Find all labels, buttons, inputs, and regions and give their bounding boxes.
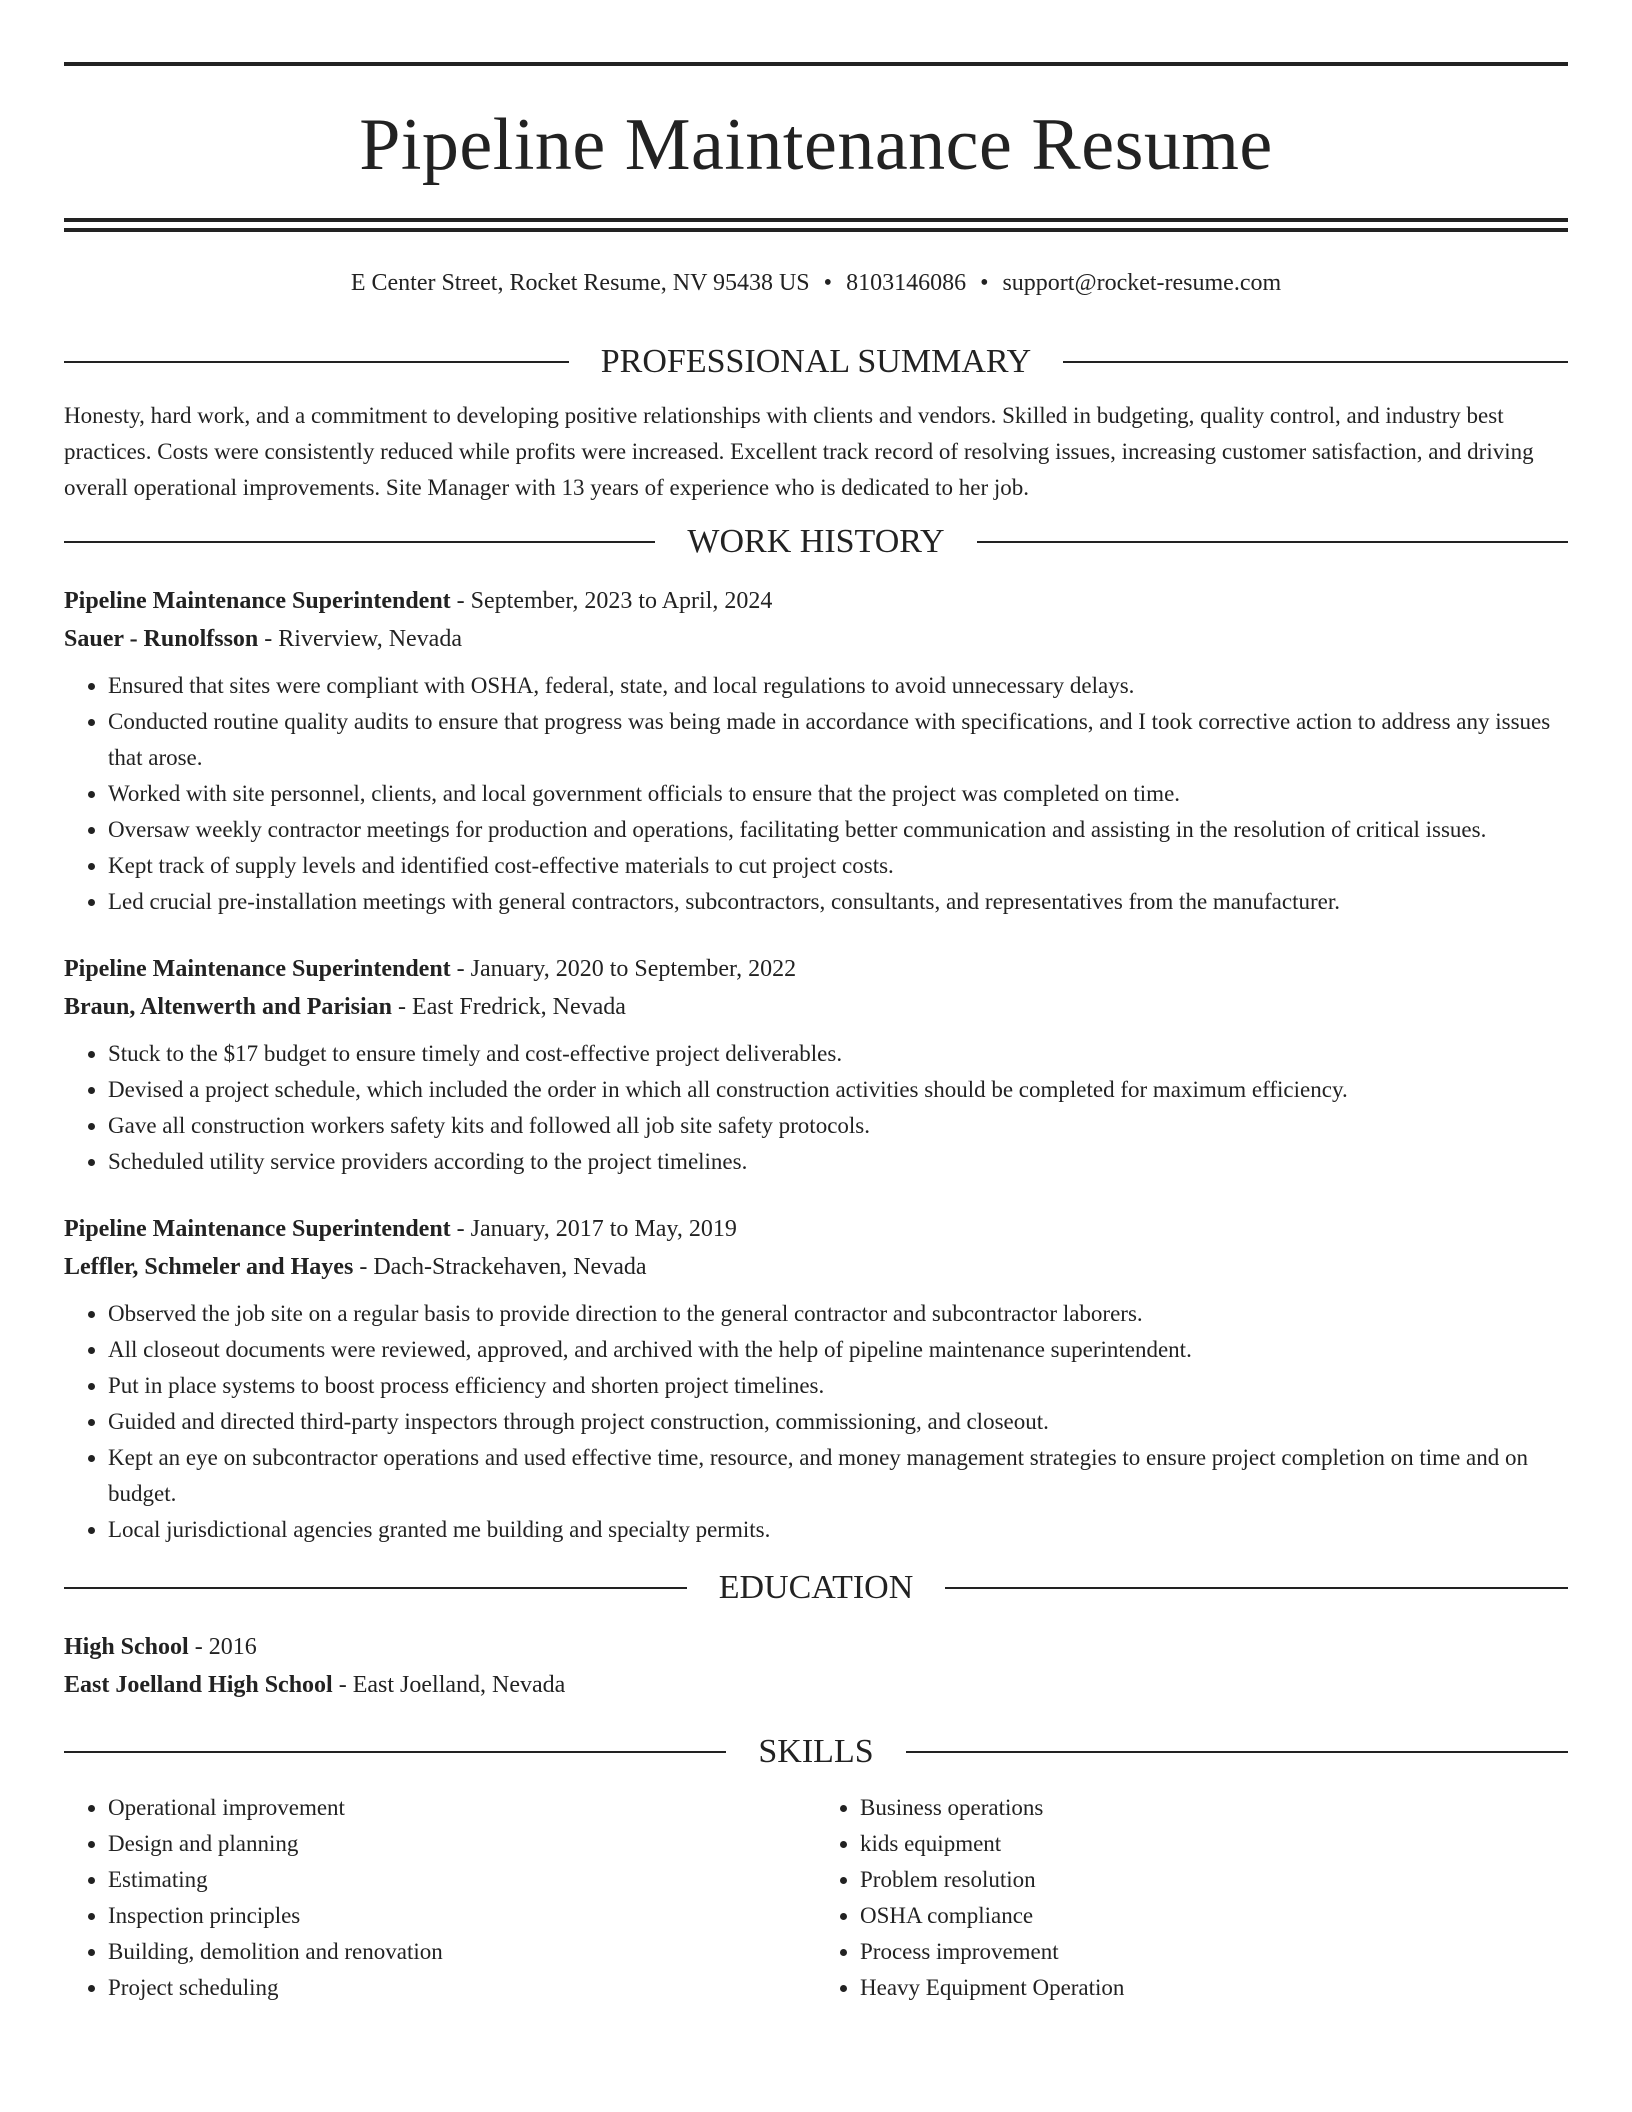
skill-item: • Heavy Equipment Operation <box>860 1970 1568 2006</box>
job-location: Dach-Strackehaven, Nevada <box>373 1254 647 1280</box>
contact-email: support@rocket-resume.com <box>1002 270 1282 296</box>
resume-title: Pipeline Maintenance Resume <box>359 104 1273 186</box>
job-title: Pipeline Maintenance Superintendent <box>64 588 451 614</box>
degree: High School <box>64 1634 189 1660</box>
divider-line <box>64 1587 687 1589</box>
list-item: • Conducted routine quality audits to ensure that progress was being made in accordance with specifications, and I took corrective action to address any issues that arose. <box>108 704 1568 776</box>
section-title: EDUCATION <box>718 1569 914 1606</box>
job-title: Pipeline Maintenance Superintendent <box>64 1216 451 1242</box>
company-name: Sauer - Runolfsson <box>64 626 259 652</box>
list-item: • Scheduled utility service providers according to the project timelines. <box>108 1144 1568 1180</box>
list-item: • Stuck to the $17 budget to ensure timely and cost-effective project deliverables. <box>108 1036 1568 1072</box>
resume-page <box>64 62 1568 2006</box>
section-title: WORK HISTORY <box>687 523 945 560</box>
job-employer: Braun, Altenwerth and Parisian - East Fredrick, Nevada <box>64 994 626 1020</box>
education-year: 2016 <box>208 1634 257 1660</box>
list-item: • All closeout documents were reviewed, approved, and archived with the help of pipeline maintenance superintendent. <box>108 1332 1568 1368</box>
title-double-rule <box>64 218 1568 232</box>
contact-phone: 8103146086 <box>846 270 967 296</box>
list-item: • Kept an eye on subcontractor operations and used effective time, resource, and money management strategies to ensure project completion on time and on budget. <box>108 1440 1568 1512</box>
skill-item: • Process improvement <box>860 1934 1568 1970</box>
job-heading: Pipeline Maintenance Superintendent - January, 2020 to September, 2022 <box>64 956 797 982</box>
education-entry <box>64 1628 1568 1704</box>
job-entry <box>64 1210 1568 1548</box>
section-title: PROFESSIONAL SUMMARY <box>600 343 1032 380</box>
skill-item: • Operational improvement <box>108 1790 816 1826</box>
job-title: Pipeline Maintenance Superintendent <box>64 956 451 982</box>
contact-address: E Center Street, Rocket Resume, NV 95438 US <box>350 270 810 296</box>
list-item: • Ensured that sites were compliant with OSHA, federal, state, and local regulations to avoid unnecessary delays. <box>108 668 1568 704</box>
job-dates: January, 2017 to May, 2019 <box>470 1216 737 1242</box>
divider-line <box>977 541 1568 543</box>
divider-line <box>64 1751 726 1753</box>
skill-item: • Building, demolition and renovation <box>108 1934 816 1970</box>
list-item: • Gave all construction workers safety kits and followed all job site safety protocols. <box>108 1108 1568 1144</box>
contact-separator: • <box>980 270 989 296</box>
contact-line <box>64 268 1568 298</box>
skills-list-right <box>816 1790 1568 2006</box>
school-location: East Joelland, Nevada <box>352 1672 566 1698</box>
list-item: • Put in place systems to boost process efficiency and shorten project timelines. <box>108 1368 1568 1404</box>
divider-line <box>64 541 655 543</box>
education-school: East Joelland High School - East Joelland, Nevada <box>64 1672 566 1698</box>
section-title: SKILLS <box>758 1733 874 1770</box>
skills-columns <box>64 1790 1568 2006</box>
skill-item: • OSHA compliance <box>860 1898 1568 1934</box>
job-entry <box>64 950 1568 1180</box>
list-item: • Observed the job site on a regular basis to provide direction to the general contractor and subcontractor laborers. <box>108 1296 1568 1332</box>
section-heading-summary <box>64 342 1568 382</box>
job-bullets <box>64 1036 1568 1180</box>
job-entry <box>64 582 1568 920</box>
divider-line <box>906 1751 1568 1753</box>
section-heading-work <box>64 522 1568 562</box>
list-item: • Guided and directed third-party inspectors through project construction, commissioning, and closeout. <box>108 1404 1568 1440</box>
job-heading: Pipeline Maintenance Superintendent - September, 2023 to April, 2024 <box>64 588 773 614</box>
top-rule <box>64 62 1568 66</box>
section-heading-education <box>64 1568 1568 1608</box>
list-item: • Oversaw weekly contractor meetings for production and operations, facilitating better communication and assisting in the resolution of critical issues. <box>108 812 1568 848</box>
job-employer: Leffler, Schmeler and Hayes - Dach-Strackehaven, Nevada <box>64 1254 647 1280</box>
list-item: • Worked with site personnel, clients, and local government officials to ensure that the project was completed on time. <box>108 776 1568 812</box>
list-item: • Local jurisdictional agencies granted me building and specialty permits. <box>108 1512 1568 1548</box>
skill-item: • Inspection principles <box>108 1898 816 1934</box>
skill-item: • Problem resolution <box>860 1862 1568 1898</box>
summary-paragraph: Honesty, hard work, and a commitment to developing positive relationships with clients and vendors. Skilled in budgeting, quality control, and industry best practices. Costs were consistently reduced while profits were increased. Excellent track record of resolving issues, increasing customer satisfaction, and driving overall operational improvements. Site Manager with 13 years of experience who is dedicated to her job. <box>64 403 1534 500</box>
skill-item: • Estimating <box>108 1862 816 1898</box>
job-heading: Pipeline Maintenance Superintendent - January, 2017 to May, 2019 <box>64 1216 737 1242</box>
job-dates: January, 2020 to September, 2022 <box>470 956 797 982</box>
education-heading: High School - 2016 <box>64 1634 257 1660</box>
skill-item: • Project scheduling <box>108 1970 816 2006</box>
divider-line <box>64 361 569 363</box>
skill-item: • Business operations <box>860 1790 1568 1826</box>
school-name: East Joelland High School <box>64 1672 333 1698</box>
job-location: East Fredrick, Nevada <box>412 994 626 1020</box>
company-name: Braun, Altenwerth and Parisian <box>64 994 393 1020</box>
job-employer: Sauer - Runolfsson - Riverview, Nevada <box>64 626 462 652</box>
divider-line <box>945 1587 1568 1589</box>
job-location: Riverview, Nevada <box>278 626 462 652</box>
job-bullets <box>64 668 1568 920</box>
contact-separator: • <box>823 270 833 296</box>
skill-item: • Design and planning <box>108 1826 816 1862</box>
list-item: • Devised a project schedule, which included the order in which all construction activities should be completed for maximum efficiency. <box>108 1072 1568 1108</box>
list-item: • Kept track of supply levels and identified cost-effective materials to cut project costs. <box>108 848 1568 884</box>
job-dates: September, 2023 to April, 2024 <box>470 588 773 614</box>
skill-item: • kids equipment <box>860 1826 1568 1862</box>
divider-line <box>1063 361 1568 363</box>
list-item: • Led crucial pre-installation meetings with general contractors, subcontractors, consultants, and representatives from the manufacturer. <box>108 884 1568 920</box>
job-bullets <box>64 1296 1568 1548</box>
skills-list-left <box>64 1790 816 2006</box>
company-name: Leffler, Schmeler and Hayes <box>64 1254 354 1280</box>
section-heading-skills <box>64 1732 1568 1772</box>
